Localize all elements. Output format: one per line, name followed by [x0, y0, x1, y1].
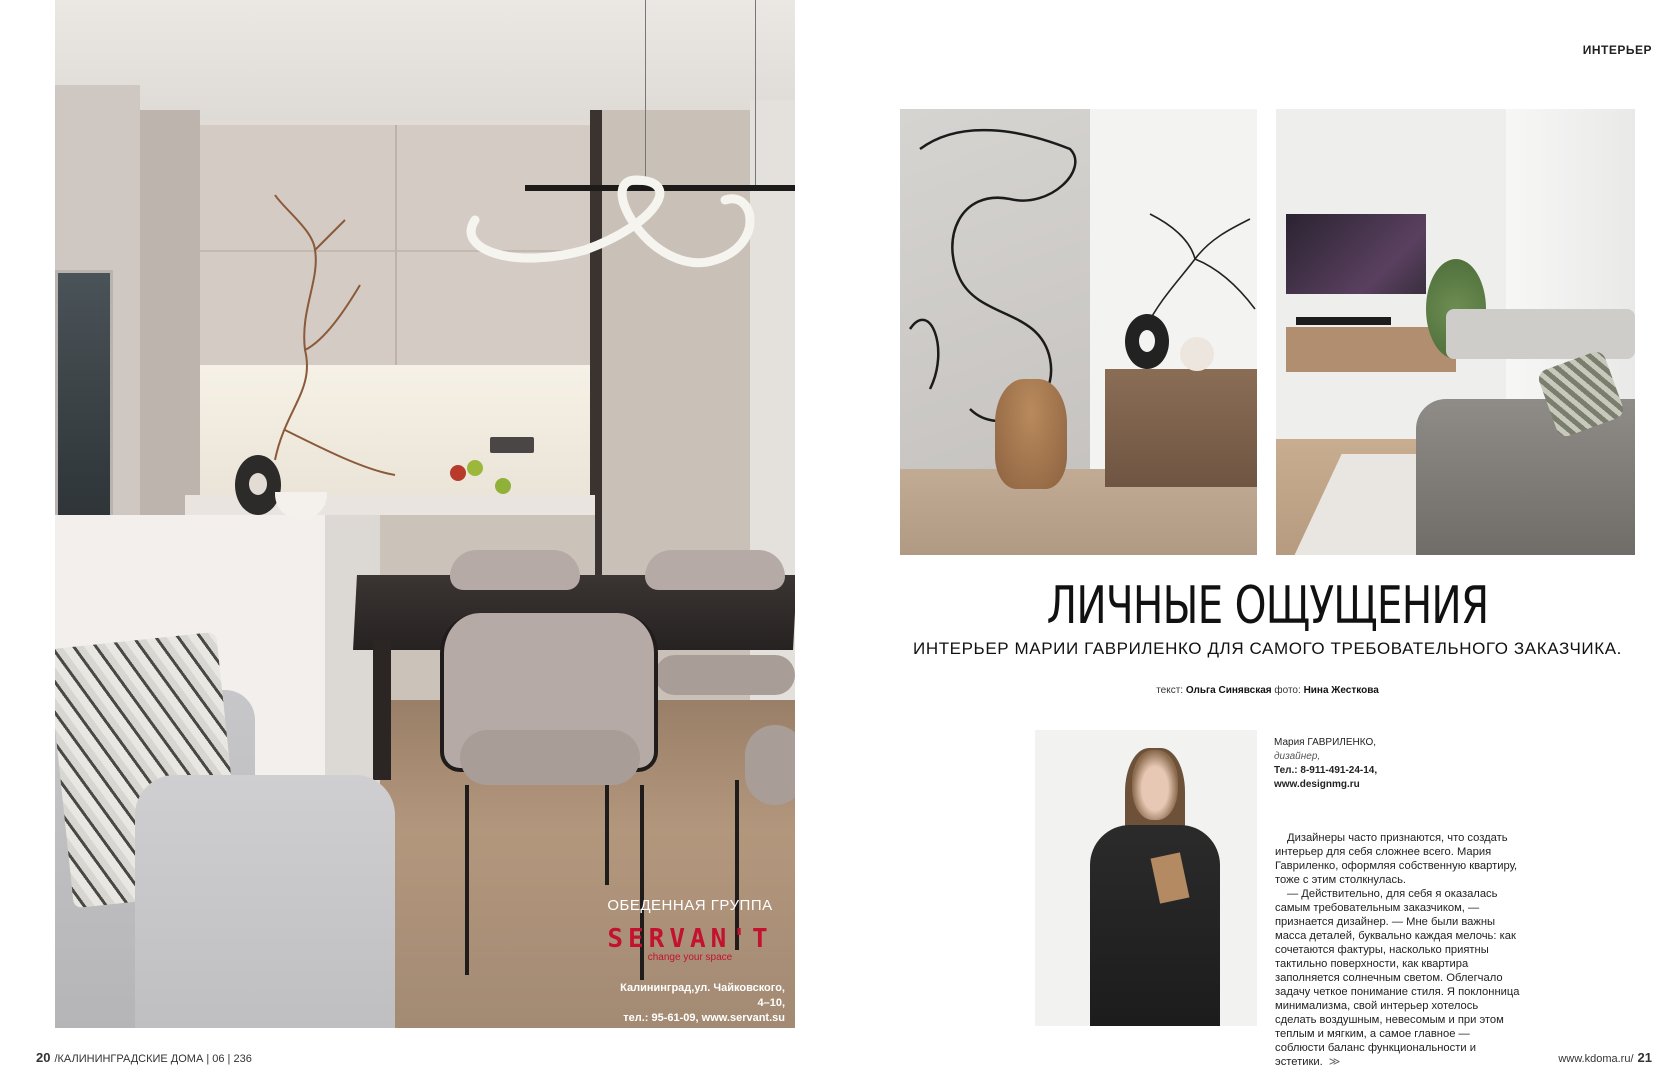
folio-right — [1558, 1050, 1652, 1065]
island-side — [325, 515, 380, 805]
living-room-photo — [1276, 109, 1635, 555]
ad-caption: ОБЕДЕННАЯ ГРУППА — [607, 897, 773, 914]
dry-branch — [1100, 199, 1257, 339]
table-leg — [373, 640, 391, 780]
soundbar — [1296, 317, 1391, 325]
photo-label: фото: — [1274, 685, 1301, 696]
designer-site: www.designmg.ru — [1274, 779, 1360, 790]
lamp-wire — [755, 0, 756, 185]
text-label: текст: — [1156, 685, 1184, 696]
ad-address — [605, 981, 785, 1026]
text-author: Ольга Синявская — [1185, 685, 1272, 696]
website: www.kdoma.ru/ — [1558, 1053, 1634, 1065]
designer-phone: Тел.: 8-911-491-24-14, — [1274, 765, 1378, 776]
servant-logo: SERVAN'T — [607, 924, 773, 954]
section-label: ИНТЕРЬЕР — [1582, 43, 1652, 57]
designer-info — [1274, 736, 1474, 792]
chair-leg — [605, 785, 609, 885]
ad-address-line: тел.: 95-61-09, www.servant.su — [623, 1012, 785, 1024]
dog-photo — [900, 109, 1257, 555]
credits — [900, 685, 1635, 696]
chair-leg — [465, 785, 469, 975]
page-number: 21 — [1637, 1050, 1652, 1065]
article-title: ЛИЧНЫЕ ОЩУЩЕНИЯ — [1046, 576, 1489, 636]
apple — [450, 465, 466, 481]
body-paragraph: Дизайнеры часто признаются, что создать интерьер для себя сложнее всего. Мария Гавриленко, оформляя собственную квартиру, тоже с этим столкнулась. — [1275, 832, 1518, 886]
article-subtitle: ИНТЕРЬЕР МАРИИ ГАВРИЛЕНКО ДЛЯ САМОГО ТРЕБОВАТЕЛЬНОГО ЗАКАЗЧИКА. — [913, 639, 1622, 658]
wall-socket — [490, 437, 534, 453]
ceiling — [55, 0, 795, 120]
article-body — [1275, 831, 1522, 1069]
page-number: 20 — [36, 1050, 51, 1065]
sofa-arm — [135, 775, 395, 1028]
servant-tagline: change your space — [647, 952, 733, 963]
body-text: — Действительно, для себя я оказалась самым требовательным заказчиком, — признается дизайнер. — Мне были важны масса деталей, буквально каждая мелочь: как сочетаются фактуры, насколько приятны тактильно поверхности, как квартира заполняется солнечным светом. Облегчало задачу четкое понимание стиля. Я поклонница минимализма, свой интерьер хотелось сделать воздушным, невесомым и при этом теплым и мягким, а самое главное — соблюсти баланс функциональности и эстетики. — [1275, 888, 1520, 1068]
built-in-oven — [55, 270, 113, 521]
designer-name: Мария ГАВРИЛЕНКО, — [1274, 737, 1377, 748]
face — [1132, 750, 1178, 820]
folio-left — [36, 1050, 252, 1065]
body-paragraph — [1275, 887, 1522, 1069]
ad-address-line: Калининград,ул. Чайковского, 4–10, — [620, 982, 785, 1009]
white-vase — [1180, 337, 1214, 371]
apple — [495, 478, 511, 494]
designer-portrait — [1035, 730, 1257, 1026]
kitchen-photo — [55, 0, 795, 1028]
black-jacket — [1090, 825, 1220, 1026]
chair — [745, 725, 795, 805]
dog — [995, 379, 1067, 489]
chair — [655, 655, 795, 695]
lamp-wire — [645, 0, 646, 185]
cabinet-column — [140, 110, 200, 530]
chair — [450, 550, 580, 590]
photo-author: Нина Жесткова — [1303, 685, 1379, 696]
apple — [467, 460, 483, 476]
servant-ad — [600, 897, 780, 963]
wall-tv — [1286, 214, 1426, 294]
pendant-lamp-loop — [455, 170, 795, 310]
dry-branch — [245, 190, 405, 490]
designer-role: дизайнер, — [1274, 751, 1321, 762]
back-sofa — [1446, 309, 1635, 359]
magazine-name: /КАЛИНИНГРАДСКИЕ ДОМА | 06 | 236 — [54, 1053, 252, 1065]
continue-arrow-icon: ≫ — [1328, 1056, 1341, 1068]
chair — [645, 550, 785, 590]
wood-console — [1105, 369, 1257, 487]
chair-seat — [460, 730, 640, 785]
